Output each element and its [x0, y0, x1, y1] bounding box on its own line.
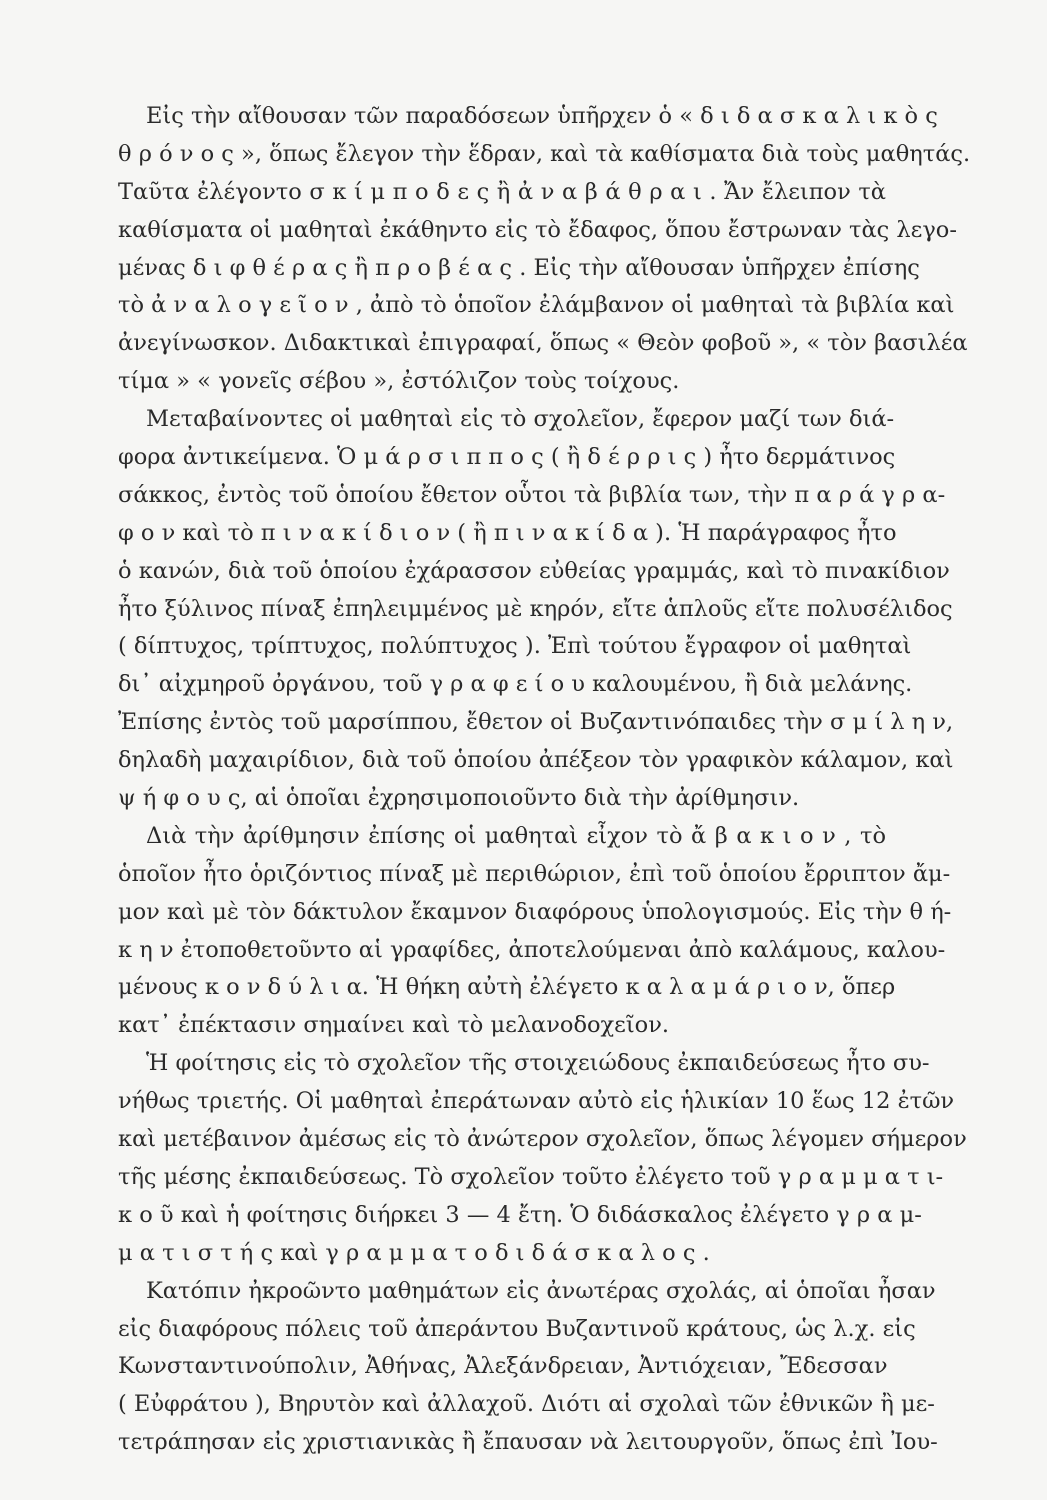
text-line: Κωνσταντινούπολιν, Ἀθήνας, Ἀλεξάνδρειαν, Ἀντιόχειαν, Ἔδεσσαν — [118, 1353, 888, 1380]
text-line: δι᾽ αἰχμηροῦ ὀργάνου, τοῦ γ ρ α φ ε ί ο υ καλουμένου, ἢ διὰ μελάνης. — [118, 671, 913, 698]
paragraph-1 — [118, 98, 971, 401]
text-line: ψ ή φ ο υ ς, αἱ ὁποῖαι ἐχρησιμοποιοῦντο διὰ τὴν ἀρίθμησιν. — [118, 785, 800, 812]
text-line: μον καὶ μὲ τὸν δάκτυλον ἔκαμνον διαφόρους ὑπολογισμούς. Εἰς τὴν θ ή- — [118, 898, 952, 925]
text-line: μ α τ ι σ τ ή ς καὶ γ ρ α μ μ α τ ο δ ι δ ά σ κ α λ ο ς . — [118, 1239, 710, 1266]
text-line: ( Εὐφράτου ), Βηρυτὸν καὶ ἀλλαχοῦ. Διότι αἱ σχολαὶ τῶν ἐθνικῶν ἢ με- — [118, 1391, 935, 1418]
text-line: ἀνεγίνωσκον. Διδακτικαὶ ἐπιγραφαί, ὅπως « Θεὸν φοβοῦ », « τὸν βασιλέα — [118, 330, 968, 357]
text-line: καὶ μετέβαινον ἀμέσως εἰς τὸ ἀνώτερον σχολεῖον, ὅπως λέγομεν σήμερον — [118, 1126, 967, 1153]
text-line: εἰς διαφόρους πόλεις τοῦ ἀπεράντου Βυζαντινοῦ κράτους, ὡς λ.χ. εἰς — [118, 1315, 916, 1342]
text-line: ἦτο ξύλινος πίναξ ἐπηλειμμένος μὲ κηρόν, εἴτε ἁπλοῦς εἴτε πολυσέλιδος — [118, 595, 953, 622]
text-line: Ταῦτα ἐλέγοντο σ κ ί μ π ο δ ε ς ἢ ἀ ν α β ά θ ρ α ι . Ἄν ἔλειπον τὰ — [118, 178, 886, 205]
text-line: Ἡ φοίτησις εἰς τὸ σχολεῖον τῆς στοιχειώδους ἐκπαιδεύσεως ἦτο συ- — [146, 1050, 930, 1077]
text-line: φορα ἀντικείμενα. Ὁ μ ά ρ σ ι π π ο ς ( ἢ δ έ ρ ρ ι ς ) ἦτο δερμάτινος — [118, 444, 896, 471]
text-line: δηλαδὴ μαχαιρίδιον, διὰ τοῦ ὁποίου ἀπέξεον τὸν γραφικὸν κάλαμον, καὶ — [118, 747, 954, 774]
text-line: τετράπησαν εἰς χριστιανικὰς ἢ ἔπαυσαν νὰ λειτουργοῦν, ὅπως ἐπὶ Ἰου- — [118, 1429, 938, 1456]
text-line: κατ᾽ ἐπέκτασιν σημαίνει καὶ τὸ μελανοδοχεῖον. — [118, 1012, 670, 1039]
text-line: τίμα » « γονεῖς σέβου », ἐστόλιζον τοὺς τοίχους. — [118, 368, 680, 395]
paragraph-5 — [118, 1273, 938, 1462]
body-text — [118, 98, 971, 1462]
text-line: τὸ ἀ ν α λ ο γ ε ῖ ο ν , ἀπὸ τὸ ὁποῖον ἐλάμβανον οἱ μαθηταὶ τὰ βιβλία καὶ — [118, 292, 955, 319]
text-line: Ἐπίσης ἐντὸς τοῦ μαρσίππου, ἔθετον οἱ Βυζαντινόπαιδες τὴν σ μ ί λ η ν, — [118, 709, 954, 736]
text-line: καθίσματα οἱ μαθηταὶ ἐκάθηντο εἰς τὸ ἔδαφος, ὅπου ἔστρωναν τὰς λεγο- — [118, 216, 957, 243]
text-line: κ η ν ἐτοποθετοῦντο αἱ γραφίδες, ἀποτελούμεναι ἀπὸ καλάμους, καλου- — [118, 936, 946, 963]
text-line: Κατόπιν ἠκροῶντο μαθημάτων εἰς ἀνωτέρας σχολάς, αἱ ὁποῖαι ἦσαν — [146, 1277, 936, 1304]
text-line: ( δίπτυχος, τρίπτυχος, πολύπτυχος ). Ἐπὶ τούτου ἔγραφον οἱ μαθηταὶ — [118, 633, 912, 660]
paragraph-3 — [118, 818, 952, 1045]
text-line: τῆς μέσης ἐκπαιδεύσεως. Τὸ σχολεῖον τοῦτο ἐλέγετο τοῦ γ ρ α μ μ α τ ι- — [118, 1163, 944, 1190]
paragraph-4 — [118, 1045, 967, 1272]
text-line: θ ρ ό ν ο ς », ὅπως ἔλεγον τὴν ἕδραν, καὶ τὰ καθίσματα διὰ τοὺς μαθητάς. — [118, 140, 971, 167]
text-line: Διὰ τὴν ἀρίθμησιν ἐπίσης οἱ μαθηταὶ εἶχον τὸ ἄ β α κ ι ο ν , τὸ — [146, 822, 886, 849]
text-line: μένους κ ο ν δ ύ λ ι α. Ἡ θήκη αὐτὴ ἐλέγετο κ α λ α μ ά ρ ι ο ν, ὅπερ — [118, 974, 896, 1001]
text-line: σάκκος, ἐντὸς τοῦ ὁποίου ἔθετον οὗτοι τὰ βιβλία των, τὴν π α ρ ά γ ρ α- — [118, 481, 946, 508]
text-line: κ ο ῦ καὶ ἡ φοίτησις διήρκει 3 — 4 ἔτη. Ὁ διδάσκαλος ἐλέγετο γ ρ α μ- — [118, 1201, 922, 1228]
text-line: ὁ κανών, διὰ τοῦ ὁποίου ἐχάρασσον εὐθείας γραμμάς, καὶ τὸ πινακίδιον — [118, 557, 950, 584]
paragraph-2 — [118, 401, 954, 818]
text-line: Μεταβαίνοντες οἱ μαθηταὶ εἰς τὸ σχολεῖον, ἔφερον μαζί των διά- — [146, 406, 895, 433]
text-line: μένας δ ι φ θ έ ρ α ς ἢ π ρ ο β έ α ς . Εἰς τὴν αἴθουσαν ὑπῆρχεν ἐπίσης — [118, 254, 920, 281]
text-line: φ ο ν καὶ τὸ π ι ν α κ ί δ ι ο ν ( ἢ π ι ν α κ ί δ α ). Ἡ παράγραφος ἦτο — [118, 519, 897, 546]
text-line: νήθως τριετής. Οἱ μαθηταὶ ἐπεράτωναν αὐτὸ εἰς ἡλικίαν 10 ἕως 12 ἐτῶν — [118, 1088, 955, 1115]
text-line: Εἰς τὴν αἴθουσαν τῶν παραδόσεων ὑπῆρχεν ὁ « δ ι δ α σ κ α λ ι κ ὸ ς — [146, 103, 938, 129]
text-line: ὁποῖον ἦτο ὁριζόντιος πίναξ μὲ περιθώριον, ἐπὶ τοῦ ὁποίου ἔρριπτον ἄμ- — [118, 860, 951, 887]
